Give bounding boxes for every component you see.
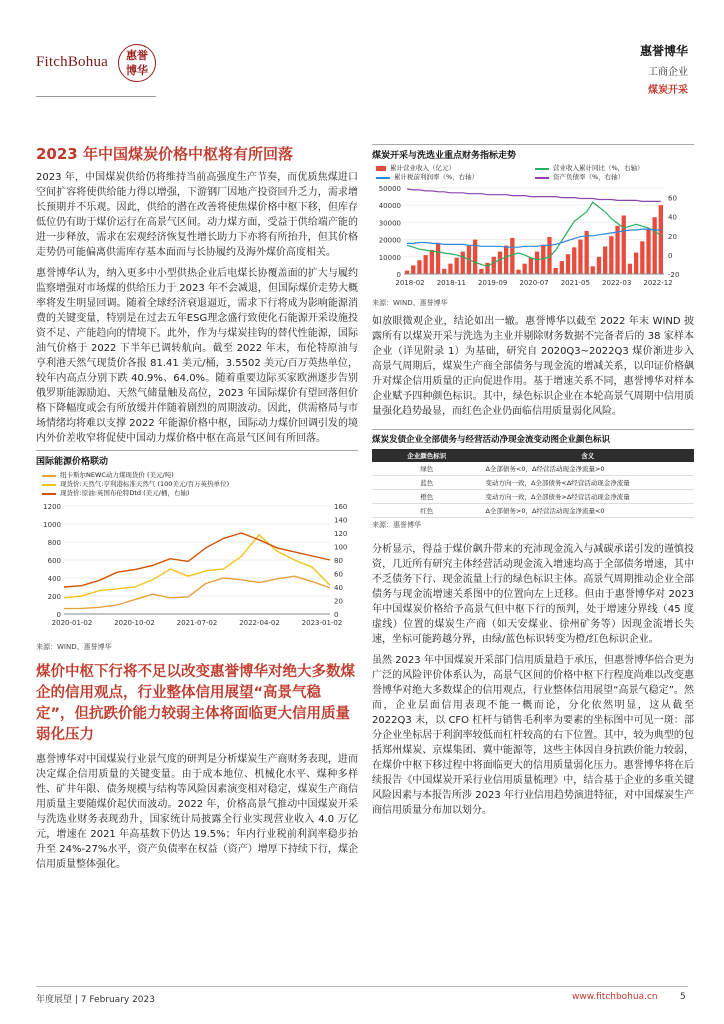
bar	[479, 269, 483, 274]
y-tick-label-left: 0	[56, 611, 61, 619]
right-column	[372, 144, 694, 818]
y-tick-label-right: 80	[334, 557, 343, 565]
logo-text: FitchBohua	[36, 54, 108, 70]
y-tick-label-right: 0	[668, 251, 673, 260]
bar	[622, 216, 626, 275]
bar	[504, 246, 508, 274]
right-para1: 如放眼微观企业，结论如出一辙。惠誉博华以截至 2022 年末 WIND 披露所有以煤炭开采与洗选为主业并剔除财务数据不完备者后的 38 家样本企业（详见附录 1）为基础，研究自 2020Q3~2022Q3 煤价渐进步入高景气周期后，煤炭生产商全部债务与现金流的增减关系，以印证价格飙升对煤企信用质量的正向促进作用。基于增速关系不同，惠誉博华对样本企业赋予四种颜色标识。其中，绿色标识企业在本轮高景气周期中信用质量强化趋势最显，而红色企业仍面临信用质量弱化风险。	[372, 316, 694, 417]
header-divider	[36, 96, 156, 97]
header-brand: 惠誉博华	[639, 44, 688, 58]
y-tick-label-left: 200	[47, 593, 61, 601]
y-tick-label-right: 40	[334, 584, 343, 592]
y-tick-label-left: 10000	[378, 253, 401, 262]
series-line	[64, 535, 330, 598]
y-tick-label-left: 400	[47, 575, 61, 583]
bar	[585, 231, 589, 274]
bar	[529, 258, 533, 274]
y-tick-label-right: 140	[334, 516, 348, 525]
energy-price-chart	[36, 450, 358, 652]
y-tick-label-right: 40	[668, 213, 677, 222]
bar	[498, 252, 502, 274]
y-tick-label-left: 50000	[378, 185, 401, 193]
bar	[640, 241, 644, 274]
bar	[485, 263, 489, 274]
right-para3: 虽然 2023 年中国煤炭开采部门信用质量趋于承压，但惠誉博华倍合更为广泛的风险评价体系认为，高景气区间的价格中枢下行程度尚难以改变惠誉博华对绝大多数煤企的信用观点，行业整体信用展望“高景气稳定”。然而，企业层面信用表现不能一概而论，分化依然明显，这从截至 2022Q3 末，以 CFO 杠杆与销售毛利率为要素的坐标图中可见一斑：部分企业坐标居于利润率较低而杠杆较高的右下位置。其中，较为典型的包括郑州煤炭、京煤集团、冀中能源等，这些主体因自身抗跌价能力较弱，在煤价中枢下移过程中将面临更大的信用质量弱化压力。惠誉博华将在后续报告《中国煤炭开采行业信用质量梳理》中，结合基于企业的多重关键风险因素与本报告所涉 2023 年行业信用趋势演进特征，对中国煤炭生产商信用质量分布加以划分。	[372, 655, 694, 816]
color-code-table-block	[372, 429, 694, 530]
y-tick-label-right: 60	[668, 194, 677, 203]
bar	[572, 247, 576, 274]
bar	[442, 269, 446, 274]
bar	[653, 217, 657, 274]
table-row: 红色 Δ全部债务>0，Δ经营活动现金净流量<0	[372, 504, 694, 518]
bar	[554, 268, 558, 274]
legend-item: 累计税前利润率（%，右轴）	[376, 173, 535, 182]
y-tick-label-left: 600	[47, 557, 61, 565]
bar	[603, 247, 607, 275]
bar	[448, 264, 452, 274]
y-tick-label-right: 0	[334, 611, 339, 619]
right-para2: 分析显示，得益于煤价飙升带来的充沛现金流入与减碳承诺引发的谨慎投资，几近所有研究主体经营活动现金流入增速均高于全部债务增速，其中不乏债务下行、现金流量上行的绿色标识主体。高景气周期推动企业全部债务与现金流增速关系图中的位置向左上迁移。但由于惠誉博华对 2023 年中国煤炭价格给予高景气但中枢下行的预判，处于增速分界线（45 度虚线）位置的煤炭生产商（如天安煤业、徐州矿务等）因现金流增长失速，坐标可能跨越分界，由绿/蓝色标识转变为橙/红色标识企业。	[372, 544, 694, 645]
legend-item: 累计营业收入（亿元）	[376, 164, 535, 173]
section1-para2: 惠誉博华认为，纳入更多中小型供热企业后电煤长协覆盖面的扩大与履约监察增强对市场煤的供给压力于 2023 年不会减退，但国际煤价走势大概率将发生明显回调。随着全球经济衰退逼近，需求下行将成为影响能源消费的关键变量，特别是在过去五年ESG理念盛行致使化石能源开采设施投资不足、产能趋向的情境下。此外，作为与煤炭挂钩的替代性能源，国际油气价格于 2022 下半年已调转航向。截至 2022 年末，布伦特原油与亨利港天然气现货价各报 81.41 美元/桶，3.5502 美元/百万英热单位，较年内高点分别下跌 40.9%、64.0%。随着重要边际买家欧洲逐步告别俄罗斯能源励迫、天然气储量触及高位，2023 年国际煤价有望回落但价格下降幅度或会有所放缓并伴随着剧烈的周期波动。因此，供需格局与市场情绪均将难以支撑 2022 年能源价格中枢，国际动力煤价回调引发的境内外价差收窄将促使中国动力煤价格中枢在高景气区间有所回落。	[36, 268, 358, 444]
x-tick-label: 2023-01-02	[301, 619, 343, 627]
y-tick-label-right: -20	[668, 271, 680, 279]
bar	[634, 253, 638, 275]
section2-title: 煤价中枢下行将不足以改变惠誉博华对绝大多数煤企的信用观点，行业整体信用展望“高景气稳定”，但抗跌价能力较弱主体将面临更大信用质量弱化压力	[36, 664, 355, 743]
table-header-row	[372, 449, 694, 462]
bar	[609, 236, 613, 274]
bar	[461, 252, 465, 274]
bar	[430, 250, 434, 274]
legend-item: 资产负债率（%，右轴）	[535, 173, 694, 182]
chart1-source: 来源：WIND、惠誉博华	[36, 643, 112, 651]
chart2-title: 煤炭开采与洗选业重点财务指标走势	[372, 151, 517, 161]
y-tick-label-left: 1000	[43, 521, 61, 529]
table-row: 蓝色 变动方向一致，Δ全部债务<Δ经营活动现金净流量	[372, 476, 694, 490]
y-tick-label-left: 1200	[43, 503, 61, 511]
series-line	[64, 576, 330, 608]
bar	[405, 271, 409, 274]
bar	[615, 226, 619, 274]
y-tick-label-left: 40000	[378, 202, 401, 211]
y-tick-label-left: 20000	[378, 236, 401, 245]
y-tick-label-right: 100	[334, 543, 348, 552]
legend-item: 营业收入累计同比（%，右轴）	[535, 164, 694, 173]
bar	[411, 265, 415, 274]
bar	[535, 252, 539, 274]
x-tick-label: 2022-12	[643, 279, 673, 287]
bar	[417, 260, 421, 274]
footer-report-date: 年度展望 | 7 February 2023	[36, 995, 155, 1005]
section2-para1: 惠誉博华对中国煤炭行业景气度的研判是分析煤炭生产商财务表现，进而决定煤企信用质量的关键变量。由于成本地位、机械化水平、煤种多样性、矿井年限、债务规模与结构等风险因素演变相对稳定，煤炭生产商信用质量主要随煤价起伏而波动。2022 年，价格高景气推动中国煤炭开采与洗选业财务表现劲升，国家统计局披露全行业实现营业收入 4.0 万亿元，增速在 2021 年高基数下仍达 19.5%；年内行业税前利润率稳步抬升至 24%-27%水平，资产负债率在权益（资产）增厚下持续下行，煤企信用质量整体强化。	[36, 754, 358, 870]
legend-item: 现货价:天然气:亨利港标准天然气 (100美元/百万英热单位)	[42, 480, 358, 489]
bar	[628, 264, 632, 274]
chart2-plot	[372, 182, 694, 294]
legend-item: 现货价:原油:英国布伦特Dtd (美元/桶，右轴)	[42, 489, 358, 498]
x-tick-label: 2021-07-02	[176, 619, 218, 627]
left-column	[36, 144, 358, 872]
bar	[646, 229, 650, 274]
bar	[492, 257, 496, 274]
x-tick-label: 2020-10-02	[114, 619, 155, 627]
legend-item: 纽卡斯尔NEWC动力煤现货价 (美元/吨)	[42, 471, 358, 480]
seal-logo: 惠誉 博华	[118, 44, 156, 82]
footer-divider	[36, 986, 688, 987]
x-tick-label: 2022-03	[602, 279, 632, 287]
bar	[591, 266, 595, 274]
bar	[455, 258, 459, 274]
series-line	[407, 189, 661, 201]
x-tick-label: 2018-11	[436, 279, 466, 287]
y-tick-label-right: 160	[334, 503, 348, 511]
y-tick-label-right: 60	[334, 570, 343, 579]
finance-indicator-chart	[372, 144, 694, 308]
table-title: 煤炭发债企业全部债务与经营活动净现金流变动图企业颜色标识	[372, 435, 611, 445]
table-header: 企业颜色标识	[372, 449, 481, 462]
y-tick-label-right: 20	[334, 597, 343, 606]
chart2-source: 来源：WIND、惠誉博华	[372, 299, 448, 307]
y-tick-label-right: 120	[334, 530, 348, 538]
chart1-title: 国际能源价格联动	[36, 457, 109, 467]
x-tick-label: 2019-09	[478, 279, 508, 287]
page-number: 5	[680, 992, 686, 1002]
x-tick-label: 2021-05	[560, 279, 590, 287]
chart2-legend	[372, 164, 694, 182]
bar	[516, 270, 520, 274]
chart1-plot	[36, 498, 358, 638]
section1-para1: 2023 年，中国煤炭供给仍将维持当前高强度生产节奏，而优质焦煤进口空间扩容将使供给能力得以增强，下游钢厂因地产投资回升乏力，需求增长预期并不乐观。因此，供给的潜在改善将使焦煤价格中枢下移，但库存低位仍有助于煤价运行在高景气区间。动力煤方面，受益于供给端产能的进一步释放，需求在宏观经济恢复性增长助力下亦将有所抬升，但其价格走势仍可能偏离供需库存基本面而与长协履约及海外煤价高度相关。	[36, 172, 358, 258]
x-tick-label: 2020-01-02	[51, 619, 93, 627]
color-code-table	[372, 449, 694, 518]
chart1-legend	[36, 471, 358, 498]
bar	[566, 254, 570, 274]
bar	[659, 205, 663, 274]
bar	[560, 261, 564, 274]
table-source: 来源：惠誉博华	[372, 521, 421, 529]
section1-title: 2023 年中国煤炭价格中枢将有所回落	[36, 145, 293, 163]
header-category: 工商企业	[648, 67, 688, 78]
x-tick-label: 2018-02	[395, 279, 425, 287]
y-tick-label-left: 0	[396, 271, 401, 279]
y-tick-label-left: 30000	[378, 219, 401, 228]
bar	[597, 257, 601, 274]
header-info	[640, 42, 688, 96]
table-row: 绿色 Δ全部债务<0，Δ经营活动现金净流量>0	[372, 462, 694, 476]
bar	[578, 240, 582, 274]
bar	[436, 244, 440, 274]
logo	[36, 44, 156, 80]
x-tick-label: 2022-04-02	[239, 619, 280, 627]
y-tick-label-left: 800	[47, 539, 61, 547]
bar	[424, 255, 428, 274]
bar	[523, 264, 527, 274]
footer-website-link[interactable]: www.fitchbohua.cn	[572, 992, 658, 1002]
y-tick-label-right: 20	[668, 232, 677, 241]
table-row: 橙色 变动方向一致，Δ全部债务>Δ经营活动现金净流量	[372, 490, 694, 504]
header-subcategory: 煤炭开采	[648, 85, 688, 96]
table-header: 含义	[481, 449, 694, 462]
x-tick-label: 2020-07	[519, 279, 549, 287]
